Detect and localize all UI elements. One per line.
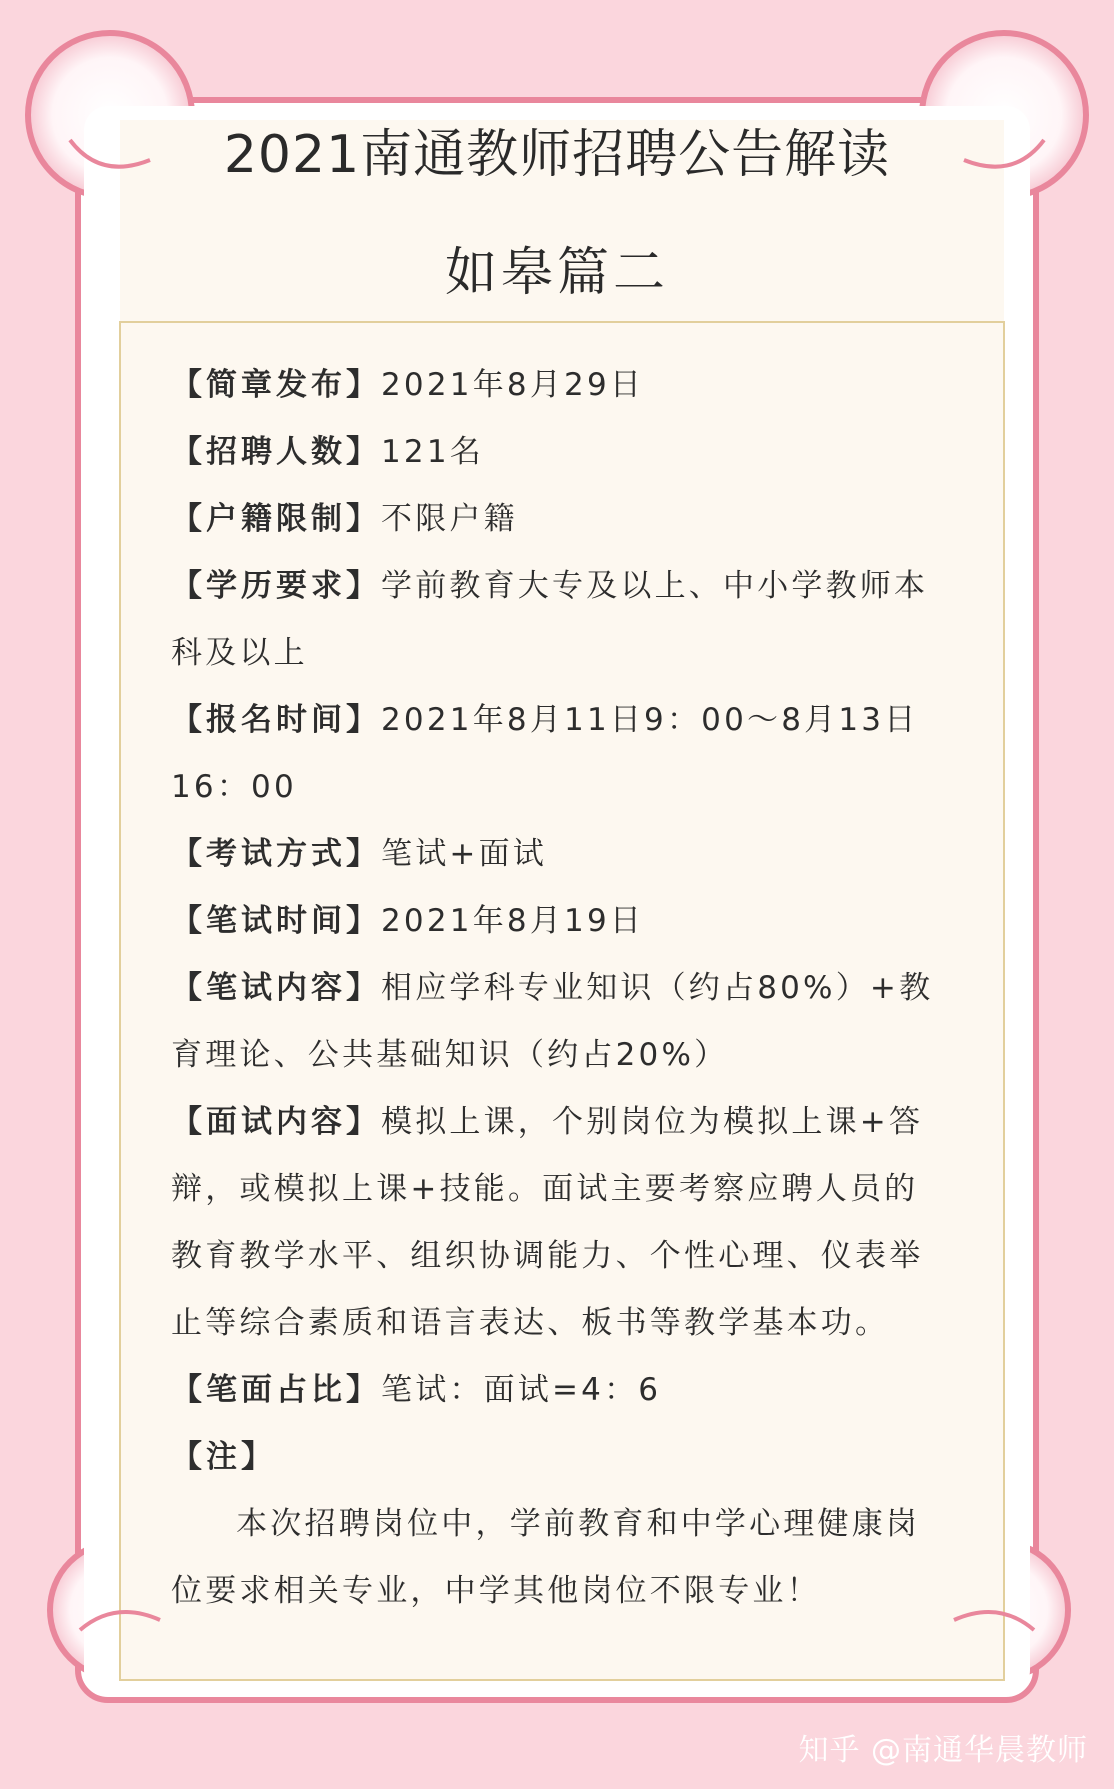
page-title-line-2: 如皋篇二: [444, 243, 669, 303]
item-value: 121名: [381, 434, 484, 470]
item-value: 相应学科专业知识（约占80%）+教育理论、公共基础知识（约占20%）: [171, 970, 934, 1073]
item-label: 【学历要求】: [171, 568, 381, 604]
note-label: [171, 1424, 951, 1491]
item-label: 【考试方式】: [171, 836, 381, 872]
item-publish-date: [171, 352, 951, 419]
item-registration-time: [171, 687, 951, 821]
item-written-exam-content: [171, 955, 951, 1089]
watermark: 知乎 @南通华晨教师: [798, 1733, 1088, 1768]
item-education: [171, 553, 951, 687]
item-recruit-count: [171, 419, 951, 486]
announcement-content: [171, 352, 951, 1625]
item-label: 【报名时间】: [171, 702, 381, 738]
item-label: 【简章发布】: [171, 367, 381, 403]
item-value: 不限户籍: [381, 501, 518, 537]
item-label: 【户籍限制】: [171, 501, 381, 537]
item-interview-content: [171, 1089, 951, 1357]
item-label: 【笔试时间】: [171, 903, 381, 939]
item-exam-method: [171, 821, 951, 888]
item-value: 2021年8月11日9：00～8月13日16：00: [171, 702, 919, 805]
item-label: 【笔试内容】: [171, 970, 381, 1006]
note-text: 本次招聘岗位中，学前教育和中学心理健康岗位要求相关专业，中学其他岗位不限专业！: [171, 1506, 921, 1609]
item-label: 【招聘人数】: [171, 434, 381, 470]
page-title-line-1: 2021南通教师招聘公告解读: [223, 125, 891, 185]
item-label: 【面试内容】: [171, 1104, 381, 1140]
item-value: 2021年8月29日: [381, 367, 645, 403]
item-household-limit: [171, 486, 951, 553]
item-value: 模拟上课，个别岗位为模拟上课+答辩，或模拟上课+技能。面试主要考察应聘人员的教育教学水平、组织协调能力、个性心理、仪表举止等综合素质和语言表达、板书等教学基本功。: [171, 1104, 924, 1341]
item-value: 笔试+面试: [381, 836, 547, 872]
item-value: 笔试：面试=4：6: [381, 1372, 662, 1408]
item-written-exam-time: [171, 888, 951, 955]
item-score-ratio: [171, 1357, 951, 1424]
item-label: 【笔面占比】: [171, 1372, 381, 1408]
item-value: 2021年8月19日: [381, 903, 645, 939]
note-label-text: 【注】: [171, 1439, 276, 1475]
item-value: 学前教育大专及以上、中小学教师本科及以上: [171, 568, 929, 671]
